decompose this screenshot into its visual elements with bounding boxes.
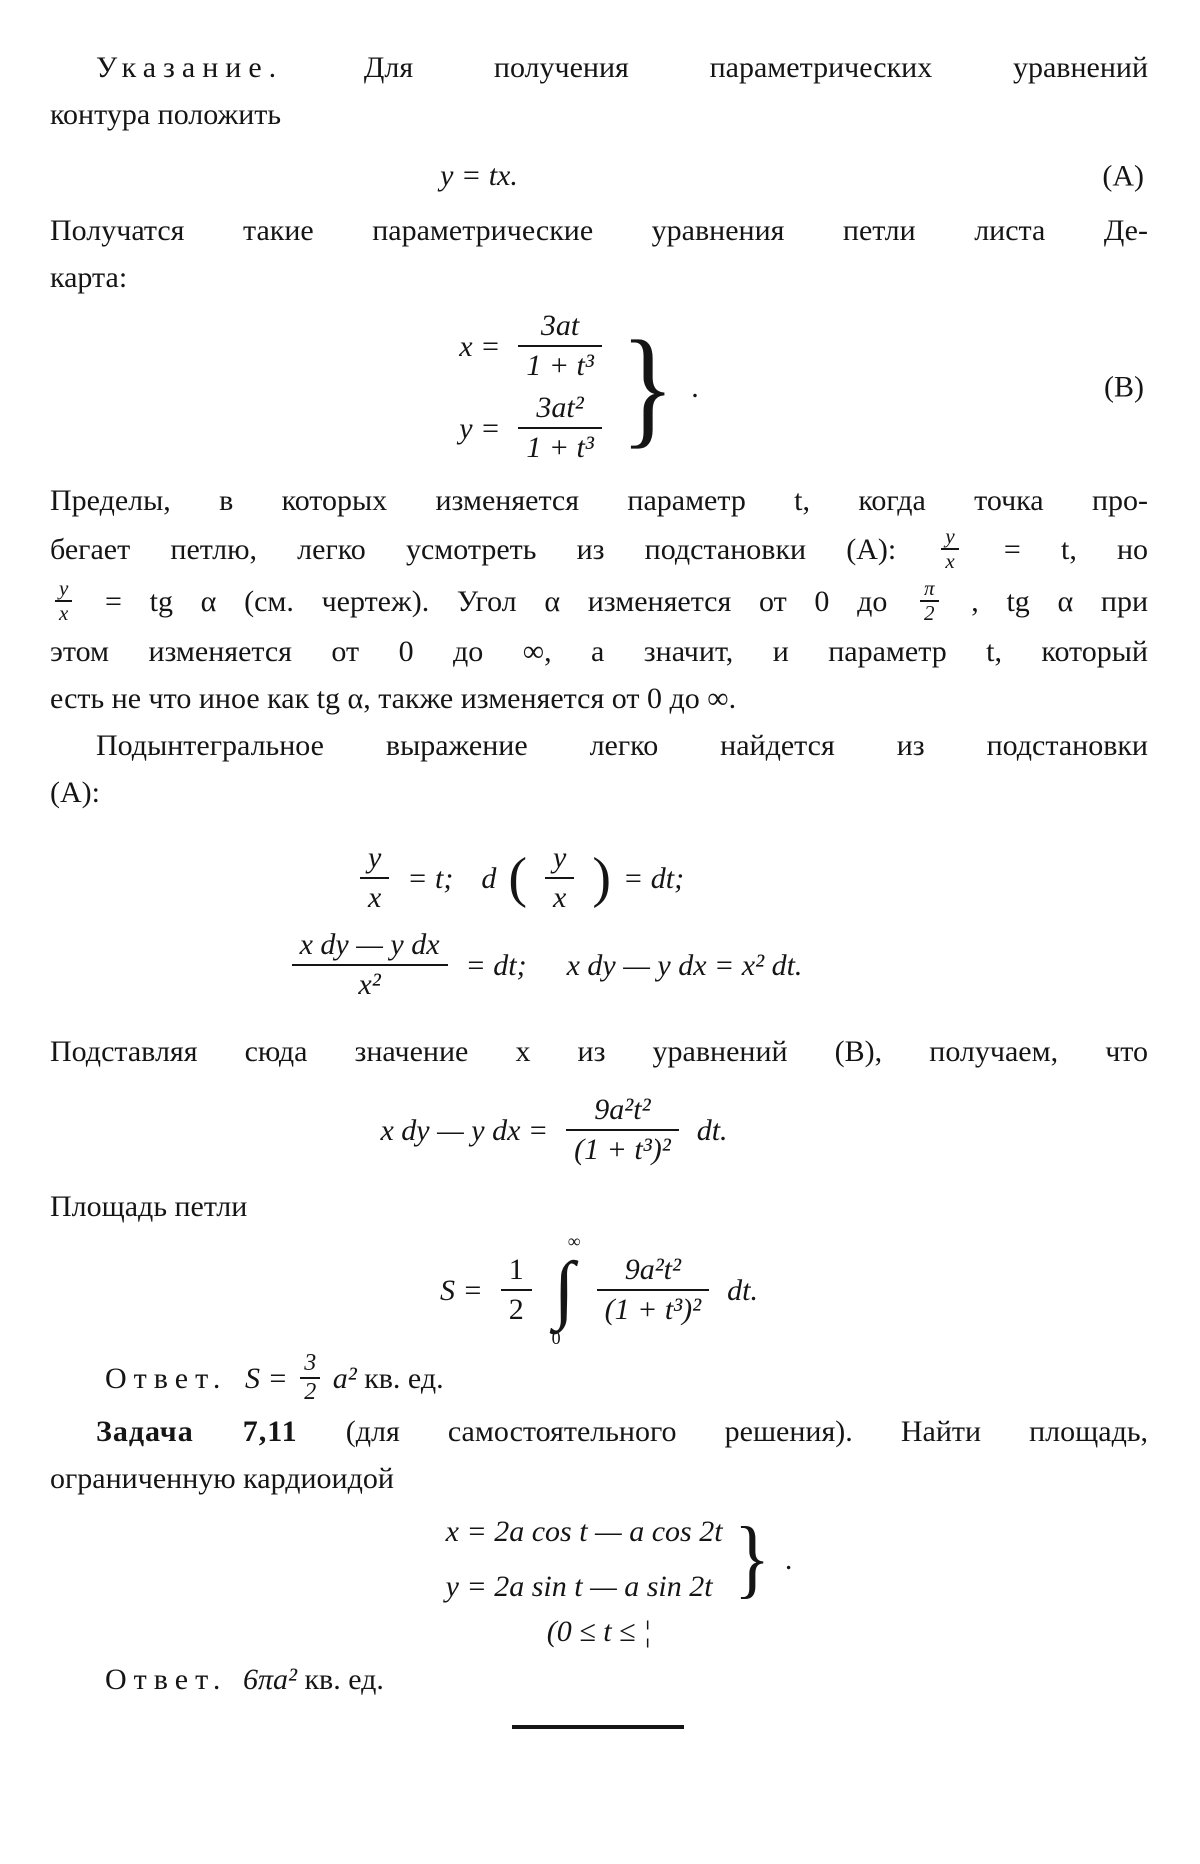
zadacha-rest: (для самостоятельного решения). Найти площадь, — [345, 1415, 1149, 1448]
fraction-3at-over-1t3 — [518, 309, 602, 383]
equation-B — [50, 309, 1148, 465]
equation-B-system — [459, 309, 699, 465]
equation-A-body: y = tx. — [440, 159, 518, 192]
paragraph-predely-line4: этом изменяется от 0 до ∞, а значит, и параметр t, который — [50, 635, 1148, 668]
xdy-ydx-x2dt: x dy — y dx = x² dt. — [566, 948, 803, 982]
paragraph-zadacha-line2: ограниченную кардиоидой — [50, 1462, 394, 1495]
fraction-denominator: 1 + t³ — [526, 349, 594, 382]
equation-cardioid — [50, 1508, 1148, 1610]
integral-upper-limit: ∞ — [567, 1231, 581, 1251]
system-period: . — [784, 1542, 793, 1576]
fraction-denominator: x² — [358, 968, 381, 1001]
equation-B-row-y — [459, 391, 608, 465]
system-brace: } — [733, 1510, 770, 1607]
otvet-word: Ответ. — [105, 1663, 228, 1696]
equation-integral — [50, 1231, 1148, 1348]
ukazanie-word: Указание. — [96, 51, 284, 84]
fraction-denominator: (1 + t³)² — [604, 1293, 702, 1326]
paragraph-zadacha-line1 — [50, 1408, 1148, 1455]
equation-derivative2-row — [286, 928, 803, 1002]
equation-A — [50, 152, 1148, 199]
fraction-numerator: π — [920, 578, 939, 602]
paragraph-podyntegralnoe-line1: Подынтегральное выражение легко найдется из подстановки — [96, 729, 1148, 762]
paragraph-poluchatsya-line2: карта: — [50, 261, 128, 294]
fraction-denominator: 1 + t³ — [526, 431, 594, 464]
answer-2 — [50, 1656, 1148, 1703]
section-divider — [512, 1725, 684, 1729]
equation-derivative-line2 — [50, 921, 1148, 1002]
fraction-9a2t2 — [566, 1093, 679, 1167]
equals-dt: = dt; — [465, 948, 527, 982]
fraction-numerator: 9a²t² — [597, 1253, 710, 1291]
paragraph-poluchatsya-line1: Получатся такие параметрические уравнения петли листа Де- — [50, 214, 1148, 247]
paragraph-predely-line3 — [50, 576, 1148, 628]
paragraph-podyntegralnoe-line2: (A): — [50, 776, 100, 809]
dt: dt. — [696, 1113, 728, 1147]
S-equals: S = — [440, 1273, 483, 1307]
equals-dt: = dt; — [622, 861, 685, 895]
cardioid-system — [446, 1508, 793, 1610]
cardioid-rows — [446, 1508, 723, 1610]
fraction-denominator: 2 — [508, 1293, 524, 1326]
cardioid-x: x = 2a cos t — a cos 2t — [445, 1515, 723, 1548]
fraction-numerator: 3at² — [518, 391, 602, 429]
equation-B-y-lhs: y = — [459, 411, 501, 445]
equation-A-label: (A) — [1102, 159, 1144, 192]
answer-1 — [50, 1350, 1148, 1408]
system-period: . — [691, 370, 699, 404]
paragraph-ukazanie-line1 — [50, 44, 1148, 91]
zadacha-number: Задача 7,11 — [96, 1415, 298, 1448]
answer-value: 6πa² — [242, 1663, 297, 1696]
fraction-pi-over-2 — [920, 578, 939, 624]
paragraph-predely-line5: есть не что иное как tg α, также изменяется от 0 до ∞. — [50, 682, 737, 715]
fraction-denominator: 2 — [924, 601, 935, 626]
fraction-denominator: 2 — [304, 1379, 317, 1405]
paragraph-ukazanie-line2: контура положить — [50, 98, 282, 131]
S-equals: S = — [244, 1361, 288, 1395]
fraction-denominator: x — [367, 881, 382, 914]
fraction-9a2t2 — [597, 1253, 710, 1327]
paragraph-predely-line1: Пределы, в которых изменяется параметр t, когда точка про- — [50, 484, 1148, 517]
predely-line2-end: = t, но — [1003, 533, 1149, 566]
integral-lower-limit: 0 — [551, 1328, 561, 1348]
equation-derivative-line1 — [50, 834, 1148, 915]
fraction-numerator: y — [55, 578, 72, 602]
fraction-denominator: (1 + t³)² — [574, 1133, 671, 1166]
predely-line2-text: бегает петлю, легко усмотреть из подстановки (A): — [50, 533, 897, 566]
predely-line3-end: , tg α при — [971, 585, 1149, 618]
equation-B-x-lhs: x = — [459, 329, 501, 363]
fraction-denominator: x — [59, 601, 69, 626]
lhs: x dy — y dx = — [380, 1113, 549, 1147]
fraction-numerator: 3at — [518, 309, 602, 347]
fraction-numerator: 9a²t² — [566, 1093, 679, 1131]
fraction-denominator: x — [553, 881, 567, 914]
cardioid-parameter-range: (0 ≤ t ≤ ¦ — [546, 1615, 652, 1648]
units: кв. ед. — [364, 1361, 444, 1395]
fraction-three-halves — [300, 1351, 320, 1405]
equation-integral-row — [440, 1231, 758, 1348]
equation-substitution — [50, 1093, 1148, 1167]
fraction-y-over-x — [55, 578, 72, 624]
integral-with-limits — [551, 1231, 581, 1348]
predely-line3-text: = tg α (см. чертеж). Угол α изменяется от 0 до — [105, 585, 888, 618]
fraction-numerator: 3 — [300, 1351, 320, 1379]
equation-derivative-row: $\frac{y}{x}$ = t; d ( $\frac{y}{x}$ ) = dt; — [354, 841, 684, 915]
fraction-numerator: y — [941, 526, 958, 550]
equation-B-rows — [459, 309, 608, 465]
fraction-y-over-x — [941, 526, 958, 572]
equation-substitution-row — [380, 1093, 727, 1167]
fraction-y-over-x — [360, 841, 389, 915]
cardioid-y: y = 2a sin t — a sin 2t — [445, 1570, 713, 1603]
fraction-denominator: x — [945, 549, 955, 574]
a-squared: a² — [332, 1361, 357, 1395]
fraction-y-over-x — [545, 841, 574, 915]
fraction-xdy-ydx-over-x2 — [292, 928, 448, 1002]
equation-B-row-x — [459, 309, 608, 383]
paragraph-podstavlyaya: Подставляя сюда значение x из уравнений (B), получаем, что — [50, 1035, 1148, 1068]
fraction-numerator: y — [545, 841, 574, 879]
fraction-one-half — [501, 1253, 532, 1327]
system-brace: } — [620, 313, 675, 460]
ukazanie-rest: Для получения параметрических уравнений — [363, 51, 1148, 84]
fraction-numerator: 1 — [501, 1253, 532, 1291]
units: кв. ед. — [304, 1663, 384, 1696]
fraction-3at2-over-1t3 — [518, 391, 602, 465]
otvet-word: Ответ. — [105, 1361, 228, 1395]
fraction-numerator: x dy — y dx — [292, 928, 448, 966]
paragraph-ploshchad: Площадь петли — [50, 1190, 248, 1223]
integral-sign: ∫ — [553, 1247, 575, 1331]
differential-d: d — [481, 861, 497, 895]
paragraph-predely-line2 — [50, 524, 1148, 576]
equals-t: = t; — [407, 861, 454, 895]
dt: dt. — [727, 1273, 758, 1307]
fraction-numerator: y — [360, 841, 389, 879]
equation-B-label: (B) — [1104, 370, 1144, 404]
